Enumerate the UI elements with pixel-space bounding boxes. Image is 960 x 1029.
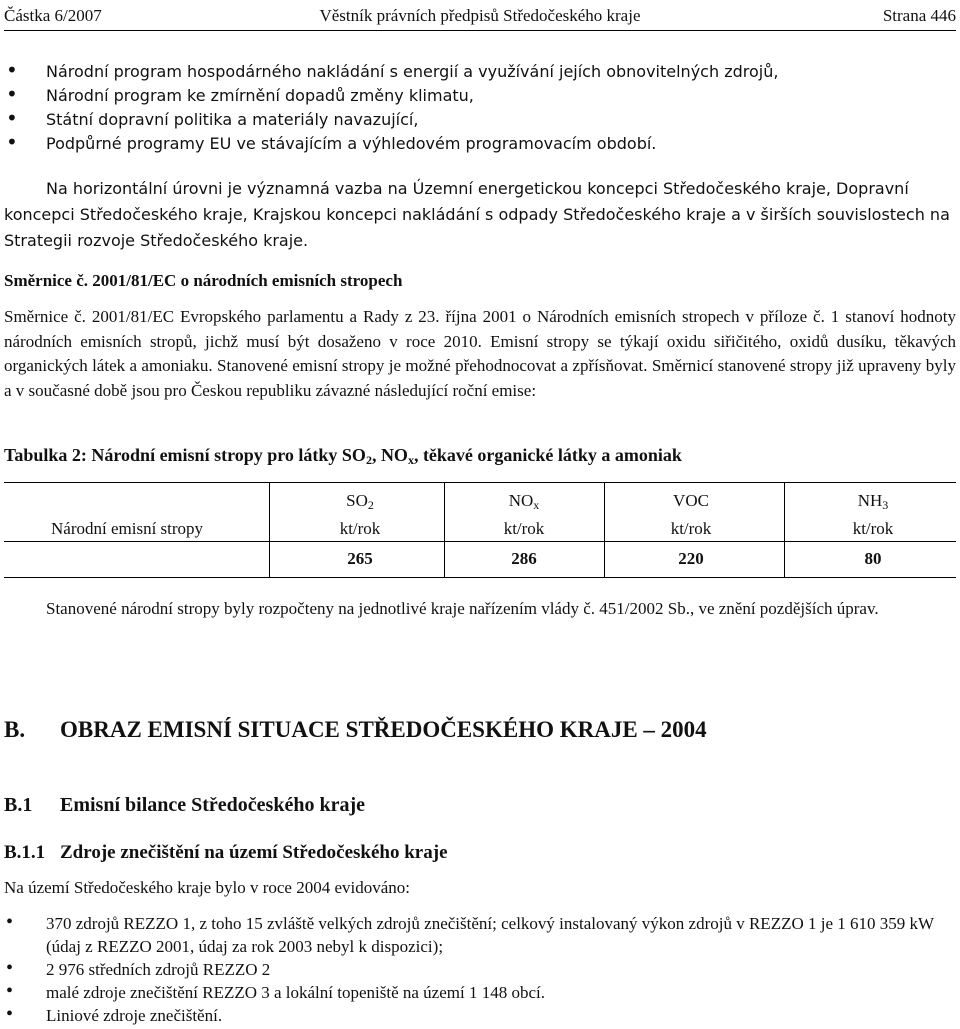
emission-ceilings-table bbox=[4, 482, 956, 578]
value-nh3: 80 bbox=[864, 549, 882, 568]
column-nox: $NO_x$ bbox=[508, 491, 540, 512]
list-item: • malé zdroje znečištění REZZO 3 a lokální topeniště na území 1 148 obcí. bbox=[4, 981, 956, 1004]
list-item: • 2 976 středních zdrojů REZZO 2 bbox=[4, 958, 956, 981]
unit-nox: kt/rok bbox=[503, 519, 545, 538]
directive-heading: Směrnice č. 2001/81/EC o národních emisních stropech bbox=[4, 271, 403, 290]
unit-voc: kt/rok bbox=[670, 519, 712, 538]
list-item: • Národní program ke zmírnění dopadů změny klimatu, bbox=[4, 84, 956, 108]
paragraph-horizontal-level: Na horizontální úrovni je významná vazba na Územní energetickou koncepci Středočeského kraje, Dopravní koncepci Středočeského kraje, Krajskou koncepci nakládání s odpady Středočeského kraje a v širších souvislostech na Strategii rozvoje Středočeského kraje. bbox=[4, 179, 950, 250]
section-b11-heading: B.1.1 Zdroje znečištění na území Středočeského kraje bbox=[4, 842, 448, 863]
page-number: Strana 446 bbox=[882, 6, 956, 25]
intro-text: Na území Středočeského kraje bylo v roce 2004 evidováno: bbox=[4, 878, 410, 897]
list-item: • Národní program hospodárného nakládání s energií a využívání jejích obnovitelných zdrojů, bbox=[4, 60, 956, 84]
paragraph-allocation: Stanovené národní stropy byly rozpočteny na jednotlivé kraje nařízením vlády č. 451/2002 Sb., ve znění pozdějších úprav. bbox=[46, 599, 879, 618]
section-b-heading: B. OBRAZ EMISNÍ SITUACE STŘEDOČESKÉHO KRAJE – 2004 bbox=[4, 717, 707, 742]
unit-nh3: kt/rok bbox=[852, 519, 894, 538]
sources-list bbox=[4, 912, 956, 1027]
value-nox: 286 bbox=[511, 549, 537, 568]
directive-text: Směrnice č. 2001/81/EC Evropského parlamentu a Rady z 23. října 2001 o Národních emisních stropech v příloze č. 1 stanoví hodnoty národních emisních stropů, jichž musí být dosaženo v roce 2010. Emisní stropy se týkají oxidu siřičitého, oxidů dusíku, těkavých organických látek a amoniaku. Stanovené emisní stropy je možné přehodnocovat a zpřísňovat. Směrnicí stanovené stropy již upraveny byly a v současné době jsou pro Českou republiku závazné následující roční emise: bbox=[4, 307, 956, 400]
list-item: • Státní dopravní politika a materiály navazující, bbox=[4, 108, 956, 132]
programs-list bbox=[4, 60, 956, 156]
list-item: • Podpůrné programy EU ve stávajícím a výhledovém programovacím období. bbox=[4, 132, 956, 156]
section-b1-heading: B.1 Emisní bilance Středočeského kraje bbox=[4, 794, 365, 816]
column-so2: $SO_2$ bbox=[346, 491, 374, 512]
table-caption: Tabulka 2: Národní emisní stropy pro látky $SO_2$, $NO_x$, těkavé organické látky a amoniak bbox=[4, 445, 682, 467]
issue-number: Částka 6/2007 bbox=[4, 6, 102, 25]
page-header bbox=[4, 4, 956, 31]
column-voc: VOC bbox=[673, 491, 709, 510]
journal-title: Věstník právních předpisů Středočeského kraje bbox=[319, 6, 641, 25]
list-item: • 370 zdrojů REZZO 1, z toho 15 zvláště velkých zdrojů znečištění; celkový instalovaný výkon zdrojů v REZZO 1 je 1 610 359 kW (údaj z REZZO 2001, údaj za rok 2003 nebyl k dispozici); bbox=[4, 912, 956, 958]
row-label: Národní emisní stropy bbox=[51, 519, 204, 538]
value-voc: 220 bbox=[678, 549, 704, 568]
column-nh3: $NH_3$ bbox=[857, 491, 889, 512]
unit-so2: kt/rok bbox=[339, 519, 381, 538]
list-item: • Liniové zdroje znečištění. bbox=[4, 1004, 956, 1027]
value-so2: 265 bbox=[347, 549, 373, 568]
